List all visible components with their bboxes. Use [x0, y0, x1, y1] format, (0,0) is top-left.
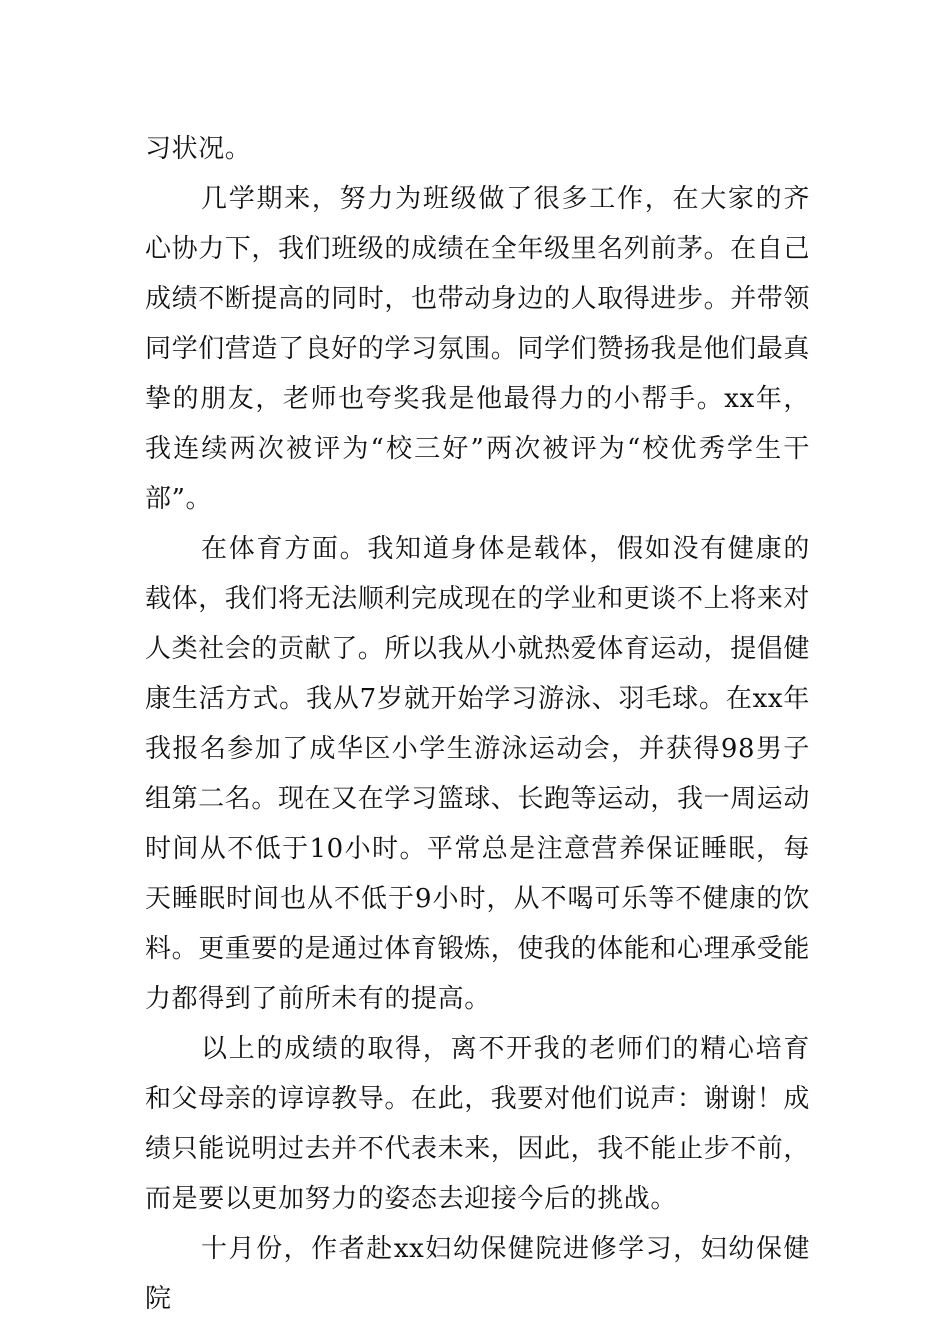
paragraph-continued: 习状况。 — [145, 134, 252, 164]
paragraph-sports: 在体育方面。我知道身体是载体，假如没有健康的载体，我们将无法顺利完成现在的学业和更谈不上将来对人类社会的贡献了。所以我从小就热爱体育运动，提倡健康生活方式。我从7岁就开始学习游泳、羽毛球。在xx年我报名参加了成华区小学生游泳运动会，并获得98男子组第二名。现在又在学习篮球、长跑等运动，我一周运动时间从不低于10小时。平常总是注意营养保证睡眠，每天睡眠时间也从不低于9小时，从不喝可乐等不健康的饮料。更重要的是通过体育锻炼，使我的体能和心理承受能力都得到了前所未有的提高。 — [145, 534, 811, 1014]
document-body — [145, 124, 810, 1324]
paragraph-october: 十月份，作者赴xx妇幼保健院进修学习，妇幼保健院 — [145, 1234, 810, 1314]
paragraph-class-work: 几学期来，努力为班级做了很多工作，在大家的齐心协力下，我们班级的成绩在全年级里名列前茅。在自己成绩不断提高的同时，也带动身边的人取得进步。并带领同学们营造了良好的学习氛围。同学们赞扬我是他们最真挚的朋友，老师也夸奖我是他最得力的小帮手。xx年，我连续两次被评为“校三好”两次被评为“校优秀学生干部”。 — [145, 184, 811, 514]
paragraph-gratitude: 以上的成绩的取得，离不开我的老师们的精心培育和父母亲的谆谆教导。在此，我要对他们说声：谢谢！成绩只能说明过去并不代表未来，因此，我不能止步不前，而是要以更加努力的姿态去迎接今后的挑战。 — [145, 1034, 811, 1214]
